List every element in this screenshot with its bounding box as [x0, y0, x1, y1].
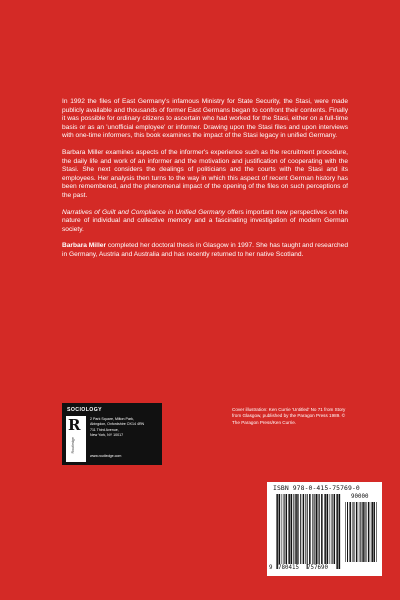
barcode-right-digits: 757690 [307, 565, 328, 571]
barcode-bar [291, 494, 293, 564]
publisher-logo-letter: R [68, 416, 81, 434]
barcode-bar [368, 502, 370, 562]
blurb-text [62, 98, 348, 268]
barcode-bar [327, 494, 329, 564]
barcode-bar [300, 494, 301, 564]
barcode-bar [339, 494, 341, 569]
barcode-bar [360, 502, 361, 562]
barcode-bar [332, 494, 333, 564]
barcode-bar [298, 494, 299, 564]
barcode-bar [279, 494, 281, 564]
barcode-bar [277, 494, 278, 569]
address-line-3: 711 Third Avenue, [90, 427, 119, 432]
publisher-box [62, 403, 162, 465]
barcode-bar [353, 502, 354, 562]
barcode-bar [347, 502, 348, 562]
book-title: Narratives of Guilt and Compliance in Unified Germany [62, 208, 226, 216]
barcode-bar [352, 502, 353, 562]
isbn-label: ISBN 978-0-415-75769-0 [273, 484, 360, 492]
publisher-address [90, 417, 160, 438]
barcode-bar [284, 494, 285, 564]
barcode-bar [359, 502, 360, 562]
barcode-left-digits: 780415 [278, 565, 299, 571]
barcode-bar [349, 502, 351, 562]
subject-label: SOCIOLOGY [67, 407, 103, 413]
barcode-bar [288, 494, 289, 564]
barcode [267, 482, 382, 576]
barcode-bar [286, 494, 288, 564]
address-line-1: 2 Park Square, Milton Park, [90, 417, 134, 421]
address-line-2: Abingdon, Oxfordshire OX14 4RN [90, 422, 145, 427]
barcode-bar [289, 494, 290, 564]
barcode-bar [318, 494, 319, 564]
barcode-bar [296, 494, 298, 564]
author-name: Barbara Miller [62, 242, 107, 250]
blurb-paragraph-2 [62, 149, 348, 201]
barcode-bar [325, 494, 326, 564]
barcode-bar [303, 494, 305, 564]
barcode-bar [316, 494, 318, 564]
barcode-bar [293, 494, 294, 564]
barcode-bar [330, 494, 331, 564]
blurb-paragraph-3 [62, 209, 348, 235]
barcode-bar [305, 494, 306, 564]
blurb-p1-text: In 1992 the files of East Germany's infamous Ministry for State Security, the Stasi, were made publicly available and thousands of former East Germans began to confront their contents. Finally it was possible for ordinary citizens to ascertain who had worked for the Stasi, either on a full-time basis or as an 'unofficial employee' or informer. Drawing upon the Stasi files and upon interviews with one-time informers, this book examines the impact of the Stasi legacy in unified Germany. [62, 98, 348, 140]
author-bio-text: completed her doctoral thesis in Glasgow in 1997. She has taught and researched in Germany, Austria and Australia and has recently returned to her native Scotland. [62, 242, 348, 258]
barcode-bar [319, 494, 320, 564]
barcode-bar [307, 494, 308, 569]
barcode-addon-digits: 90000 [351, 494, 369, 500]
blurb-p2-text: Barbara Miller examines aspects of the informer's experience such as the recruitment procedure, the daily life and work of an informer and the motivation and justification of cooperating with the Stasi. She next considers the dealings of politicians and the courts with the Stasi and its employees. Her analysis then turns to the way in which this aspect of recent German history has been remembered, and the phenomenal impact of the opening of the files on such perceptions of the past. [62, 148, 348, 199]
blurb-paragraph-1 [62, 98, 348, 141]
barcode-bar [345, 502, 346, 562]
barcode-bar [336, 494, 337, 569]
publisher-website: www.routledge.com [90, 454, 122, 458]
barcode-bar [362, 502, 364, 562]
barcode-bar [337, 494, 338, 569]
barcode-bar [282, 494, 283, 564]
barcode-bar [321, 494, 323, 564]
barcode-bar [372, 502, 373, 562]
barcode-bar [295, 494, 296, 564]
barcode-bar [376, 502, 377, 562]
barcode-bar [373, 502, 375, 562]
barcode-bar [276, 494, 277, 569]
cover-illustration-credit: Cover illustration: Ken Currie 'Untitled' No 71 from Story from Glasgow, published by the Paragon Press 1989. © The Paragon Press/Ken Currie. [232, 407, 346, 425]
barcode-bar [371, 502, 372, 562]
address-line-4: New York, NY 10017 [90, 432, 124, 437]
barcode-bar [324, 494, 325, 564]
barcode-bar [309, 494, 311, 564]
barcode-bar [364, 502, 365, 562]
barcode-bar [312, 494, 313, 564]
author-bio [62, 242, 348, 259]
barcode-bar [356, 502, 358, 562]
blurb-p3-text: offers important new perspectives on the nature of individual and collective memory and a fascinating investigation of modern German society. [62, 208, 348, 233]
barcode-bar [314, 494, 315, 564]
barcode-bar [365, 502, 366, 562]
publisher-logo [66, 416, 86, 462]
barcode-lead-digit: 9 [269, 565, 273, 571]
publisher-logo-word: Routledge [71, 437, 75, 454]
barcode-bar [334, 494, 336, 564]
